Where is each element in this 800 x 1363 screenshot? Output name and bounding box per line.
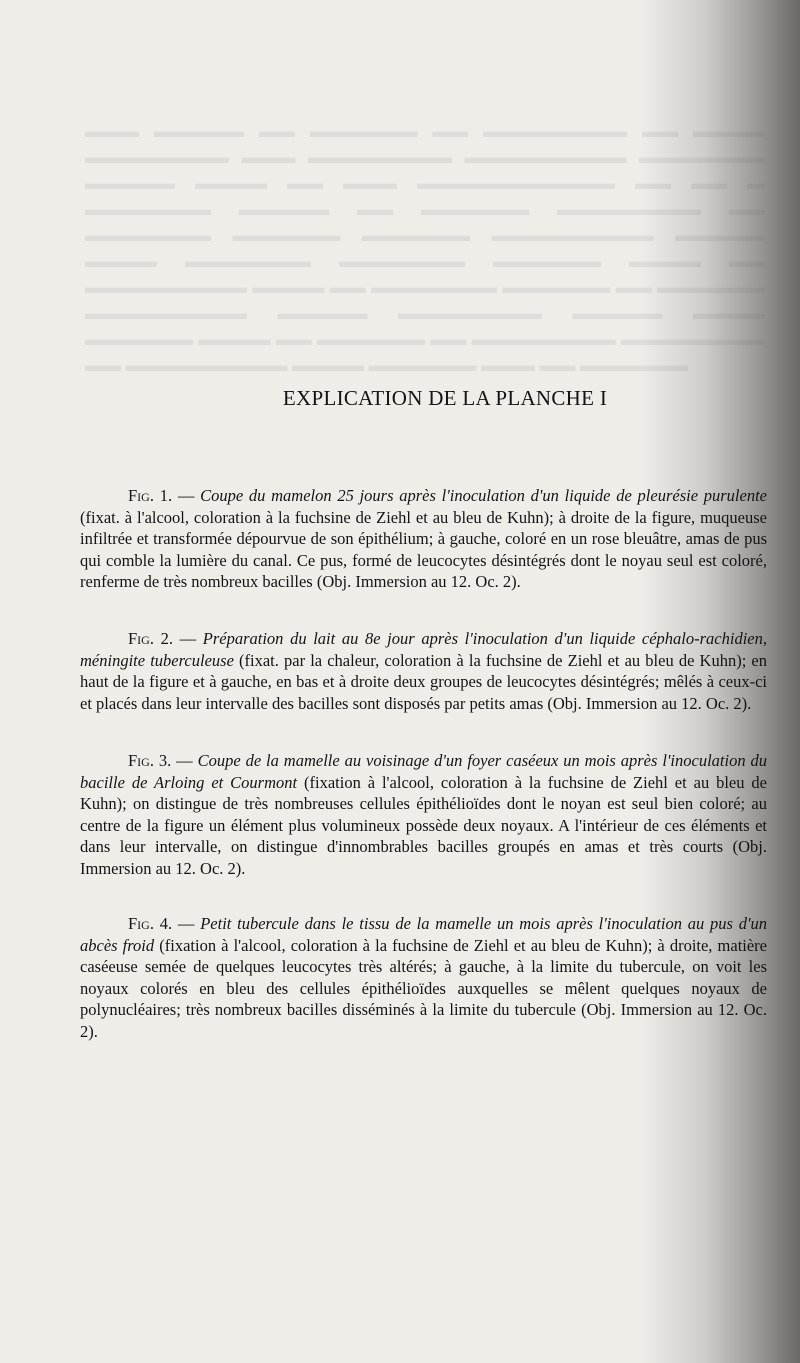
figure-1-label: Fig. 1. [128, 486, 173, 505]
figure-1-caption: Fig. 1. — Coupe du mamelon 25 jours après l'inoculation d'un liquide de pleurésie purulente (fixat. à l'alcool, coloration à la fuchsine de Ziehl et au bleu de Kuhn); à droite de la figure, muqueuse infiltrée et transformée dépourvue de son épithélium; à gauche, coloré en un rose bleuâtre, amas de pus qui comble la lumière du canal. Ce pus, formé de leucocytes désintégrés dont le noyau seul est coloré, renferme de très nombreux bacilles (Obj. Immersion au 12. Oc. 2). [80, 486, 767, 591]
figure-2-caption: Fig. 2. — Préparation du lait au 8e jour après l'inoculation d'un liquide céphalo-rachidien, méningite tuberculeuse (fixat. par la chaleur, coloration à la fuchsine de Ziehl et au bleu de Kuhn); en haut de la figure et à gauche, en bas et à droite deux groupes de leucocytes désintégrés; mêlés à ceux-ci et placés dans leur intervalle des bacilles sont disposés par petits amas (Obj. Immersion au 12. Oc. 2). [80, 629, 768, 713]
page-title: EXPLICATION DE LA PLANCHE I [282, 386, 608, 410]
figure-2-title: Préparation du lait au 8e jour après l'inoculation d'un liquide céphalo-rachidien, méningite tuberculeuse [80, 629, 768, 670]
figure-3-label: Fig. 3. [128, 751, 172, 770]
figure-1-body: (fixat. à l'alcool, coloration à la fuchsine de Ziehl et au bleu de Kuhn); à droite de la figure, muqueuse infiltrée et transformée dépourvue de son épithélium; à gauche, coloré en un rose bleuâtre, amas de pus qui comble la lumière du canal. Ce pus, formé de leucocytes désintégrés dont le noyau seul est coloré, renferme de très nombreux bacilles (Obj. Immersion au 12. Oc. 2). [80, 507, 767, 591]
figure-4-label: Fig. 4. [128, 914, 173, 933]
figure-2-body: (fixat. par la chaleur, coloration à la fuchsine de Ziehl et au bleu de Kuhn); en haut de la figure et à gauche, en bas et à droite deux groupes de leucocytes désintégrés; mêlés à ceux-ci et placés dans leur intervalle des bacilles sont disposés par petits amas (Obj. Immersion au 12. Oc. 2). [80, 650, 767, 713]
figure-1-title: Coupe du mamelon 25 jours après l'inoculation d'un liquide de pleurésie purulente [200, 486, 767, 505]
figure-4-title: Petit tubercule dans le tissu de la mamelle un mois après l'inoculation au pus d'un abcès froid [80, 914, 767, 955]
figure-3-caption: Fig. 3. — Coupe de la mamelle au voisinage d'un foyer caséeux un mois après l'inoculation du bacille de Arloing et Courmont (fixation à l'alcool, coloration à la fuchsine de Ziehl et au bleu de Kuhn); on distingue de très nombreuses cellules épithélioïdes dont le noyan est seul bien coloré; au centre de la figure un élément plus volumineux possède deux noyaux. A l'intérieur de ces éléments et dans leur intervalle, on distingue d'innombrables bacilles groupés en amas et très courts (Obj. Immersion au 12. Oc. 2). [80, 751, 767, 878]
figure-2-label: Fig. 2. [128, 629, 173, 648]
figure-4-caption: Fig. 4. — Petit tubercule dans le tissu de la mamelle un mois après l'inoculation au pus d'un abcès froid (fixation à l'alcool, coloration à la fuchsine de Ziehl et au bleu de Kuhn); à droite, matière caséeuse semée de quelques leucocytes très altérés; à gauche, à la limite du tubercule, on voit les noyaux colorés en bleu des cellules épithélioïdes auxquelles se mêlent quelques noyaux de polynucléaires; très nombreux bacilles disséminés à la limite du tubercule (Obj. Immersion au 12. Oc. 2). [80, 914, 768, 1041]
figure-3-body: (fixation à l'alcool, coloration à la fuchsine de Ziehl et au bleu de Kuhn); on distingue de très nombreuses cellules épithélioïdes dont le noyan est seul bien coloré; au centre de la figure un élément plus volumineux possède deux noyaux. A l'intérieur de ces éléments et dans leur intervalle, on distingue d'innombrables bacilles groupés en amas et très courts (Obj. Immersion au 12. Oc. 2). [80, 772, 767, 878]
figure-3-title: Coupe de la mamelle au voisinage d'un foyer caséeux un mois après l'inoculation du bacille de Arloing et Courmont [80, 751, 767, 792]
bleed-through-text: ▬▬▬ ▬▬▬▬▬ ▬▬ ▬▬▬▬▬▬ ▬▬ ▬▬▬▬▬▬▬▬ ▬▬ ▬▬▬▬ ▬▬▬▬▬▬▬▬ ▬▬▬ ▬▬▬▬▬▬▬▬ ▬▬▬▬▬▬▬▬▬ ▬▬▬▬▬▬▬ ▬▬▬▬▬ ▬▬▬▬ ▬▬ ▬▬▬ ▬▬▬▬▬▬▬▬▬▬▬ ▬▬ ▬▬ ▬ ▬▬▬▬▬▬▬ ▬▬▬▬▬ ▬▬ ▬▬▬▬▬▬ ▬▬▬▬▬▬▬▬ ▬▬ ▬▬▬▬▬▬▬ ▬▬▬▬▬▬ ▬▬▬▬▬▬ ▬▬▬▬▬▬▬▬▬ ▬▬▬▬▬ ▬▬▬▬ ▬▬▬▬▬▬▬ ▬▬▬▬▬▬▬ ▬▬▬▬▬▬ ▬▬▬▬ ▬▬ ▬▬▬▬▬▬▬▬▬ ▬▬▬▬ ▬▬ ▬▬▬▬▬▬▬ ▬▬▬▬▬▬ ▬▬ ▬▬▬▬▬▬ ▬▬▬▬▬▬▬▬▬ ▬▬▬▬▬ ▬▬▬▬▬▬▬▬ ▬▬▬▬▬ ▬▬▬▬ ▬▬▬▬▬▬ ▬▬▬▬ ▬▬ ▬▬▬▬▬▬ ▬▬ ▬▬▬▬▬▬▬▬ ▬▬▬▬▬▬▬▬ ▬▬ ▬▬▬▬▬▬▬▬▬ ▬▬▬▬ ▬▬▬▬▬▬ ▬▬▬ ▬▬ ▬▬▬▬▬▬ [85, 121, 765, 375]
figure-4-body: (fixation à l'alcool, coloration à la fuchsine de Ziehl et au bleu de Kuhn); à droite, matière caséeuse semée de quelques leucocytes très altérés; à gauche, à la limite du tubercule, on voit les noyaux colorés en bleu des cellules épithélioïdes auxquelles se mêlent quelques noyaux de polynucléaires; très nombreux bacilles disséminés à la limite du tubercule (Obj. Immersion au 12. Oc. 2). [80, 935, 768, 1041]
